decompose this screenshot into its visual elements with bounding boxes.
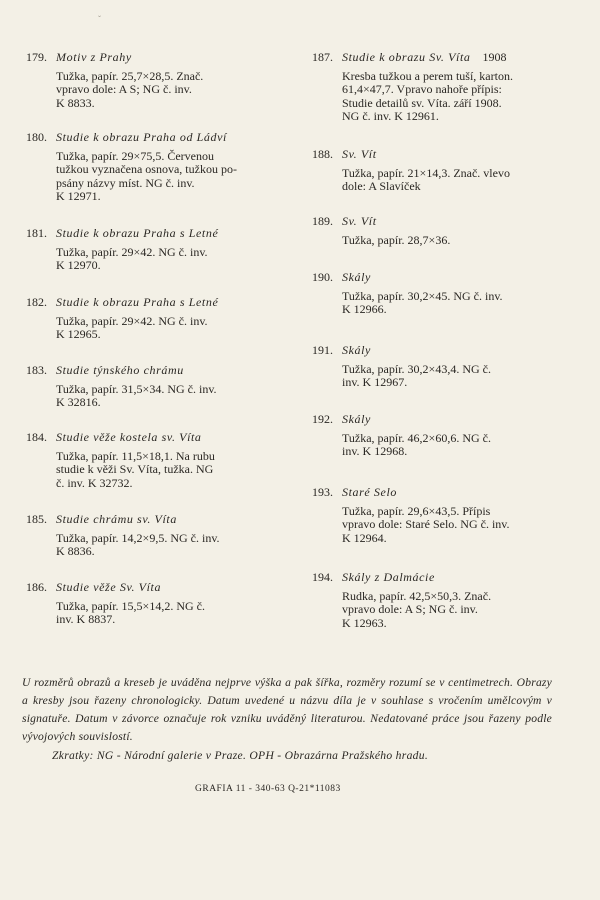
catalog-entry-187 — [312, 50, 574, 123]
catalog-entry-184 — [26, 430, 276, 490]
printer-imprint: GRAFIA 11 - 340-63 Q-21*11083 — [195, 784, 341, 794]
entry-title: Studie k obrazu Praha s Letné — [56, 295, 219, 309]
entry-number: 180. — [26, 130, 47, 144]
entry-title: Skály — [342, 343, 371, 357]
entry-title: Skály — [342, 412, 371, 426]
entry-number: 184. — [26, 430, 47, 444]
entry-description: Rudka, papír. 42,5×50,3. Znač. vpravo dole: A S; NG č. inv. K 12963. — [342, 589, 492, 630]
entry-description: Tužka, papír. 14,2×9,5. NG č. inv. K 8836. — [56, 531, 220, 559]
catalog-entry-180 — [26, 130, 276, 203]
catalog-entry-179 — [26, 50, 276, 110]
abbreviations-line: Zkratky: NG - Národní galerie v Praze. OPH - Obrazárna Pražského hradu. — [52, 749, 429, 762]
catalog-entry-191 — [312, 343, 574, 390]
entry-title: Studie k obrazu Praha od Ládví — [56, 130, 227, 144]
catalog-entry-181 — [26, 226, 276, 273]
entry-number: 192. — [312, 412, 333, 426]
entry-description: Tužka, papír. 25,7×28,5. Znač. vpravo dole: A S; NG č. inv. K 8833. — [56, 69, 204, 110]
catalog-entry-183 — [26, 363, 276, 410]
entry-description: Tužka, papír. 11,5×18,1. Na rubu studie k věži Sv. Víta, tužka. NG č. inv. K 32732. — [56, 449, 215, 490]
entry-description: Tužka, papír. 28,7×36. — [342, 233, 451, 247]
entry-description: Tužka, papír. 31,5×34. NG č. inv. K 32816. — [56, 382, 217, 410]
entry-number: 182. — [26, 295, 47, 309]
entry-description: Tužka, papír. 46,2×60,6. NG č. inv. K 12968. — [342, 431, 491, 459]
catalog-entry-189 — [312, 214, 574, 247]
catalog-entry-192 — [312, 412, 574, 459]
entry-description: Tužka, papír. 29,6×43,5. Přípis vpravo dole: Staré Selo. NG č. inv. K 12964. — [342, 504, 510, 545]
entry-title: Motiv z Prahy — [56, 50, 132, 64]
catalog-entry-190 — [312, 270, 574, 317]
entry-number: 188. — [312, 147, 333, 161]
catalog-entry-186 — [26, 580, 276, 627]
page-speck-mark: ˇ — [98, 14, 101, 24]
entry-description: Tužka, papír. 29×42. NG č. inv. K 12970. — [56, 245, 208, 273]
entry-number: 183. — [26, 363, 47, 377]
entry-title: Studie týnského chrámu — [56, 363, 184, 377]
entry-number: 181. — [26, 226, 47, 240]
entry-title: Studie věže Sv. Víta — [56, 580, 162, 594]
entry-title: Studie věže kostela sv. Víta — [56, 430, 202, 444]
entry-number: 191. — [312, 343, 333, 357]
entry-number: 179. — [26, 50, 47, 64]
catalog-entry-193 — [312, 485, 574, 545]
catalog-entry-194 — [312, 570, 574, 630]
entry-number: 194. — [312, 570, 333, 584]
entry-title: Staré Selo — [342, 485, 397, 499]
entry-number: 190. — [312, 270, 333, 284]
footnote-paragraph: U rozměrů obrazů a kreseb je uváděna nejprve výška a pak šířka, rozměry rozumí se v centimetrech. Obrazy a kresby jsou řazeny chronologicky. Datum uvedené u názvu díla je v souhlase s vročením umělcovým v signatuře. Datum v závorce označuje rok vzniku uváděný literaturou. Nedatované práce jsou řazeny podle vývojových souvislostí. — [22, 676, 552, 743]
entry-description: Tužka, papír. 21×14,3. Znač. vlevo dole: A Slavíček — [342, 166, 510, 194]
entry-title: Studie chrámu sv. Víta — [56, 512, 177, 526]
entry-title: Sv. Vít — [342, 214, 377, 228]
entry-number: 186. — [26, 580, 47, 594]
entry-description: Tužka, papír. 29×42. NG č. inv. K 12965. — [56, 314, 208, 342]
entry-description: Kresba tužkou a perem tuší, karton. 61,4×47,7. Vpravo nahoře přípis: Studie detailů sv. Víta. září 1908. NG č. inv. K 12961. — [342, 69, 513, 123]
entry-title: Studie k obrazu Praha s Letné — [56, 226, 219, 240]
entry-year: 1908 — [482, 50, 507, 64]
entry-description: Tužka, papír. 29×75,5. Červenou tužkou vyznačena osnova, tužkou po- psány názvy míst. NG č. inv. K 12971. — [56, 149, 237, 203]
catalog-entry-182 — [26, 295, 276, 342]
entry-title: Sv. Vít — [342, 147, 377, 161]
catalog-entry-188 — [312, 147, 574, 194]
entry-number: 187. — [312, 50, 333, 64]
catalog-entry-185 — [26, 512, 276, 559]
entry-description: Tužka, papír. 15,5×14,2. NG č. inv. K 8837. — [56, 599, 205, 627]
entry-title: Skály z Dalmácie — [342, 570, 435, 584]
entry-number: 193. — [312, 485, 333, 499]
entry-number: 185. — [26, 512, 47, 526]
entry-description: Tužka, papír. 30,2×43,4. NG č. inv. K 12967. — [342, 362, 491, 390]
entry-title: Studie k obrazu Sv. Víta — [342, 50, 471, 64]
entry-description: Tužka, papír. 30,2×45. NG č. inv. K 12966. — [342, 289, 503, 317]
entry-title: Skály — [342, 270, 371, 284]
entry-number: 189. — [312, 214, 333, 228]
